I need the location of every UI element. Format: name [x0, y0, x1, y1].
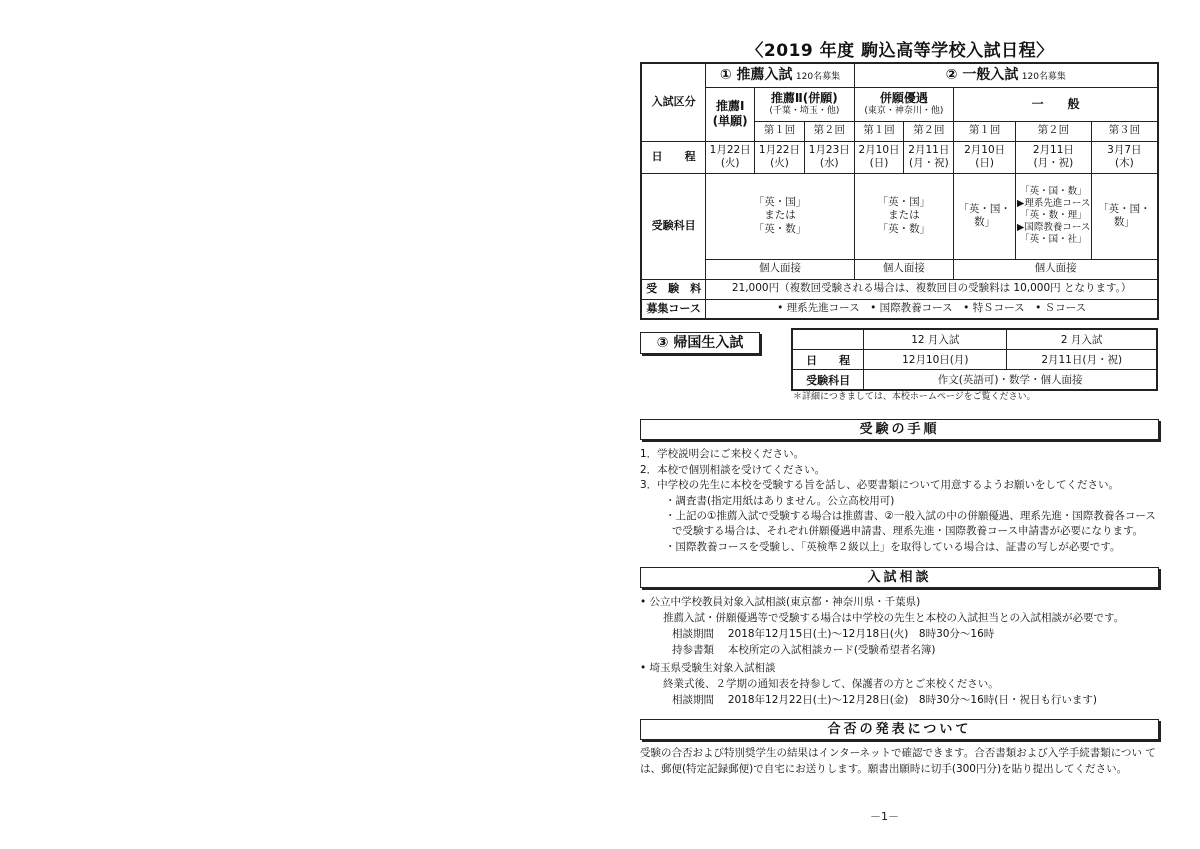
- date-text: 1月23日: [808, 143, 850, 156]
- round-label: 第２回: [804, 121, 854, 141]
- suisen2-sub: (千葉・埼玉・他): [769, 105, 840, 116]
- page-title: 〈2019 年度 駒込高等学校入試日程〉: [746, 41, 1054, 61]
- subject-text: 「英・国」: [877, 196, 931, 209]
- date-text: 3月7日: [1107, 143, 1142, 156]
- courses-text: • 理系先進コース • 国際教養コース • 特Ｓコース • Ｓコース: [706, 299, 1158, 319]
- label-course: 募集コース: [641, 299, 706, 319]
- round-label: 第１回: [954, 121, 1016, 141]
- subject-cell-d: [1016, 173, 1092, 259]
- sec2-title: ② 一般入試: [945, 66, 1019, 83]
- course-text: ▶国際教養コース: [1017, 221, 1091, 233]
- row-label: 日 程: [792, 350, 864, 370]
- suisen1-label: 推薦Ⅰ: [715, 99, 745, 113]
- col-header: 12 月入試: [864, 329, 1007, 350]
- heigan-sub: (東京・神奈川・他): [864, 105, 944, 116]
- date-cell: [706, 141, 755, 173]
- procedure-line: 1．学校説明会にご来校ください。: [640, 448, 805, 460]
- round-label: 第３回: [1091, 121, 1158, 141]
- subject-cell-e: 「英・国・数」: [1091, 173, 1158, 259]
- section-heading: 合否の発表について: [640, 719, 1159, 740]
- date-cell: [1091, 141, 1158, 173]
- heigan-label: 併願優遇: [879, 90, 928, 105]
- suisen2-label: 推薦Ⅱ(併願): [770, 90, 838, 105]
- blank-cell: [792, 329, 864, 350]
- sec1-title: ① 推薦入試: [719, 66, 793, 83]
- subject-text: または: [764, 209, 796, 222]
- fee-text: 21,000円（複数回受験される場合は、複数回目の受験料は 10,000円 となります。）: [706, 279, 1158, 299]
- course-text: ▶理系先進コース: [1017, 198, 1091, 210]
- date-cell: [854, 141, 904, 173]
- label-fee: 受 験 料: [641, 279, 706, 299]
- weekday-text: (木): [1114, 157, 1134, 169]
- date-text: 2月11日: [908, 143, 950, 156]
- schedule-table: [640, 62, 1159, 320]
- sec2-header: [854, 63, 1158, 87]
- sec3-label: ③ 帰国生入試: [640, 332, 760, 354]
- date-cell: [804, 141, 854, 173]
- date-cell: [755, 141, 805, 173]
- weekday-text: (火): [720, 157, 740, 169]
- date-text: 2月11日: [1032, 143, 1074, 156]
- result-line: 受験の合否および特別奨学生の結果はインターネットで確認できます。合否書類および入学手続書類につい て: [640, 747, 1156, 759]
- date-cell: [904, 141, 954, 173]
- label-kamoku: 受験科目: [641, 173, 706, 279]
- page-number: －1－: [870, 810, 899, 823]
- consult-line: • 公立中学校教員対象入試相談(東京都・神奈川県・千葉県): [640, 596, 921, 608]
- date-text: 2月10日: [858, 143, 900, 156]
- weekday-text: (水): [819, 157, 839, 169]
- sec1-cap: 120名募集: [795, 71, 841, 82]
- subject-text: 「英・数・理」: [1020, 210, 1087, 222]
- suisen2-cell: [755, 87, 855, 121]
- sec1-header: [706, 63, 854, 87]
- procedure-line: で受験する場合は、それぞれ併願優遇申請書、理系先進・国際教養コース申請書が必要になります。: [672, 525, 1144, 537]
- ippan-label: 一 般: [954, 87, 1158, 121]
- subject-cell-c: 「英・国・数」: [954, 173, 1016, 259]
- suisen1-cell: [706, 87, 755, 141]
- consult-line: 終業式後、２学期の通知表を持参して、保護者の方とご来校ください。: [663, 678, 999, 690]
- col-header: 2 月入試: [1007, 329, 1157, 350]
- weekday-text: (日): [975, 157, 994, 169]
- date-text: 2月10日: [964, 143, 1006, 156]
- subject-text: 「英・数」: [753, 222, 807, 235]
- subject-text: 「英・国」: [753, 196, 807, 209]
- subject-cell-b: [854, 173, 954, 259]
- procedure-line: ・国際教養コースを受験し、「英検準２級以上」を取得している場合は、証書の写しが必要です。: [665, 541, 1121, 553]
- weekday-text: (月・祝): [908, 157, 949, 169]
- heigan-cell: [854, 87, 954, 121]
- subject-text: 「英・国・数」: [1020, 186, 1087, 198]
- subject-text: 「英・数」: [877, 222, 931, 235]
- round-label: 第２回: [904, 121, 954, 141]
- interview-cell: 個人面接: [954, 259, 1158, 279]
- consult-line: 相談期間 2018年12月22日(土)～12月28日(金) 8時30分～16時(日・祝日も行います): [672, 694, 1097, 706]
- consult-line: 持参書類 本校所定の入試相談カード(受験希望者名簿): [672, 644, 936, 656]
- suisen1-sub: (単願): [712, 114, 748, 128]
- sec2-cap: 120名募集: [1021, 71, 1066, 82]
- round-label: 第２回: [1016, 121, 1092, 141]
- round-label: 第１回: [854, 121, 904, 141]
- consult-line: 相談期間 2018年12月15日(土)～12月18日(火) 8時30分～16時: [672, 628, 995, 640]
- weekday-text: (月・祝): [1033, 157, 1074, 169]
- section-heading: 入試相談: [640, 567, 1159, 588]
- subject-text: 「英・国・社」: [1020, 233, 1087, 245]
- weekday-text: (火): [770, 157, 789, 169]
- date-cell: [1016, 141, 1092, 173]
- date-text: 1月22日: [709, 143, 751, 156]
- interview-cell: 個人面接: [854, 259, 954, 279]
- procedure-line: 2．本校で個別相談を受けてください。: [640, 464, 826, 476]
- interview-cell: 個人面接: [706, 259, 854, 279]
- subject-cell-a: [706, 173, 854, 259]
- label-kubun: 入試区分: [641, 63, 706, 141]
- date-cell: 12月10日(月): [864, 350, 1007, 370]
- consult-line: • 埼玉県受験生対象入試相談: [640, 662, 776, 674]
- date-cell: [954, 141, 1016, 173]
- section-heading: 受験の手順: [640, 419, 1159, 440]
- returnee-table: [791, 328, 1158, 391]
- subject-text: または: [888, 209, 920, 222]
- subjects-cell: 作文(英語可)・数学・個人面接: [864, 370, 1157, 391]
- consult-line: 推薦入試・併願優遇等で受験する場合は中学校の先生と本校の入試担当との入試相談が必要です。: [663, 612, 1125, 624]
- date-cell: 2月11日(月・祝): [1007, 350, 1157, 370]
- result-line: は、郵便(特定記録郵便)で自宅にお送りします。願書出願時に切手(300円分)を貼り提出してください。: [640, 763, 1128, 775]
- label-nittei: 日 程: [641, 141, 706, 173]
- row-label: 受験科目: [792, 370, 864, 391]
- procedure-line: 3．中学校の先生に本校を受験する旨を話し、必要書類について用意するようお願いをしてください。: [640, 479, 1119, 491]
- date-text: 1月22日: [758, 143, 800, 156]
- weekday-text: (日): [869, 157, 889, 169]
- round-label: 第１回: [755, 121, 805, 141]
- procedure-line: ・上記の①推薦入試で受験する場合は推薦書、②一般入試の中の併願優遇、理系先進・国際教養各コース: [665, 510, 1156, 522]
- note-text: ＊詳細につきましては、本校ホームページをご覧ください。: [793, 392, 1036, 402]
- procedure-line: ・調査書(指定用紙はありません。公立高校用可): [665, 495, 895, 507]
